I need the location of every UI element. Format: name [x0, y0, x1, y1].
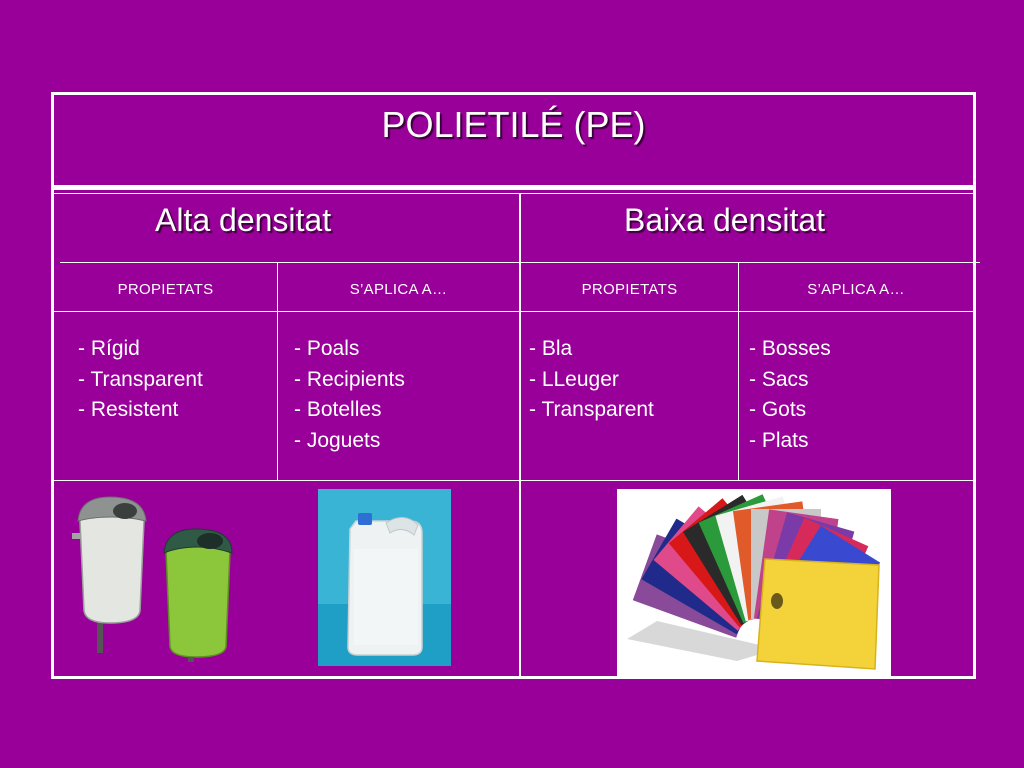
high-props-header: PROPIETATS [117, 281, 214, 298]
page-title: POLIETILÉ (PE) [381, 104, 646, 145]
waste-bins-photo [70, 493, 240, 663]
low-props-header: PROPIETATS [581, 281, 678, 298]
header-separator [51, 311, 976, 312]
list-item: - Bosses [749, 337, 831, 360]
plastic-jerrycan-photo [318, 489, 451, 666]
list-item: - Bla [529, 337, 573, 360]
table-border-top [51, 92, 976, 95]
list-item: - Transparent [529, 398, 654, 421]
list-item: - Poals [294, 337, 360, 360]
low-density-heading: Baixa densitat [624, 202, 826, 238]
list-item: - Transparent [78, 367, 203, 391]
high-uses-header: S’APLICA A… [349, 281, 448, 298]
list-item: - Sacs [749, 367, 809, 391]
list-item: - Recipients [294, 367, 405, 391]
low-props-list [529, 334, 654, 426]
high-props-list [78, 334, 203, 426]
main-divider [519, 193, 521, 678]
images-separator [51, 480, 976, 481]
list-item: - Botelles [294, 398, 382, 421]
high-density-heading: Alta densitat [155, 202, 332, 238]
list-item: - Plats [749, 428, 809, 452]
low-uses-header: S’APLICA A… [807, 281, 905, 298]
high-uses-list [294, 334, 405, 456]
plastic-bags-photo [617, 489, 891, 677]
low-uses-list [749, 334, 831, 456]
list-item: - Rígid [78, 337, 140, 360]
table-border-right [973, 92, 976, 679]
list-item: - LLeuger [529, 367, 619, 391]
list-item: - Resistent [78, 398, 179, 421]
table-border-left [51, 92, 54, 679]
list-item: - Joguets [294, 428, 381, 452]
title-separator [51, 185, 976, 190]
list-item: - Gots [749, 398, 807, 421]
title-separator-inner [51, 193, 976, 194]
